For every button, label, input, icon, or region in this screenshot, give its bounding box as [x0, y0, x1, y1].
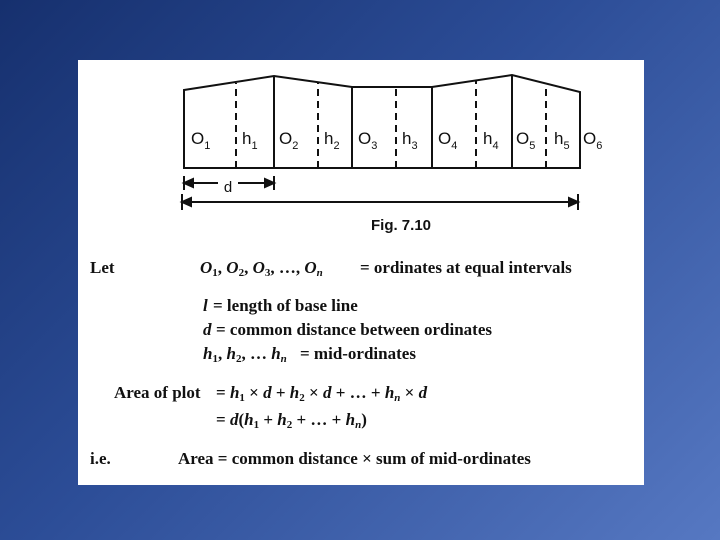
- d-arrow-right: [265, 179, 274, 187]
- mid-ordinate-lines: [236, 81, 546, 168]
- area-expression: = $h_1 \times d + h_2 \times d$ + … + $h_n \times d$: [216, 383, 428, 404]
- baseline-arrow-right: [569, 198, 578, 206]
- d-symbol: d: [203, 320, 212, 339]
- ordinate-label: $O_6$: [583, 129, 603, 152]
- ie-label: i.e.: [90, 449, 111, 468]
- ordinate-label: $O_5$: [516, 129, 536, 152]
- ordinates-sequence: $O_1$, $O_2$, $O_3$, …, $O_n$: [200, 258, 323, 279]
- area-expression-factored: = $d(h_1 + h_2$ + … + $h_n$): [216, 410, 367, 431]
- baseline-arrow-left: [182, 198, 191, 206]
- plot-boundary: [184, 75, 580, 168]
- d-arrow-left: [184, 179, 193, 187]
- h-sequence: $h_1$, $h_2$, … $h_n$: [203, 344, 287, 365]
- figure-caption: Fig. 7.10: [370, 217, 432, 234]
- d-label: d: [223, 179, 233, 196]
- mid-ordinate-label: $h_4$: [483, 129, 499, 152]
- plot-outline: [184, 75, 580, 168]
- let-label: Let: [90, 258, 115, 277]
- plot-diagram: [78, 60, 644, 260]
- ordinate-label: $O_4$: [438, 129, 458, 152]
- ie-statement: Area = common distance × sum of mid-ordinates: [178, 449, 531, 468]
- ordinate-label: $O_2$: [279, 129, 299, 152]
- l-symbol: l: [203, 296, 208, 315]
- ordinates-definition: = ordinates at equal intervals: [360, 258, 572, 277]
- dimension-lines: [182, 176, 578, 210]
- mid-ordinate-label: $h_1$: [242, 129, 258, 152]
- h-definition: = mid-ordinates: [300, 344, 416, 363]
- ordinate-label: $O_3$: [358, 129, 378, 152]
- ordinate-label: $O_1$: [191, 129, 211, 152]
- d-definition: = common distance between ordinates: [216, 320, 492, 339]
- l-definition: = length of base line: [213, 296, 358, 315]
- mid-ordinate-label: $h_5$: [554, 129, 570, 152]
- area-label: Area of plot: [114, 383, 201, 402]
- slide-panel: [78, 60, 644, 485]
- mid-ordinate-label: $h_2$: [324, 129, 340, 152]
- mid-ordinate-label: $h_3$: [402, 129, 418, 152]
